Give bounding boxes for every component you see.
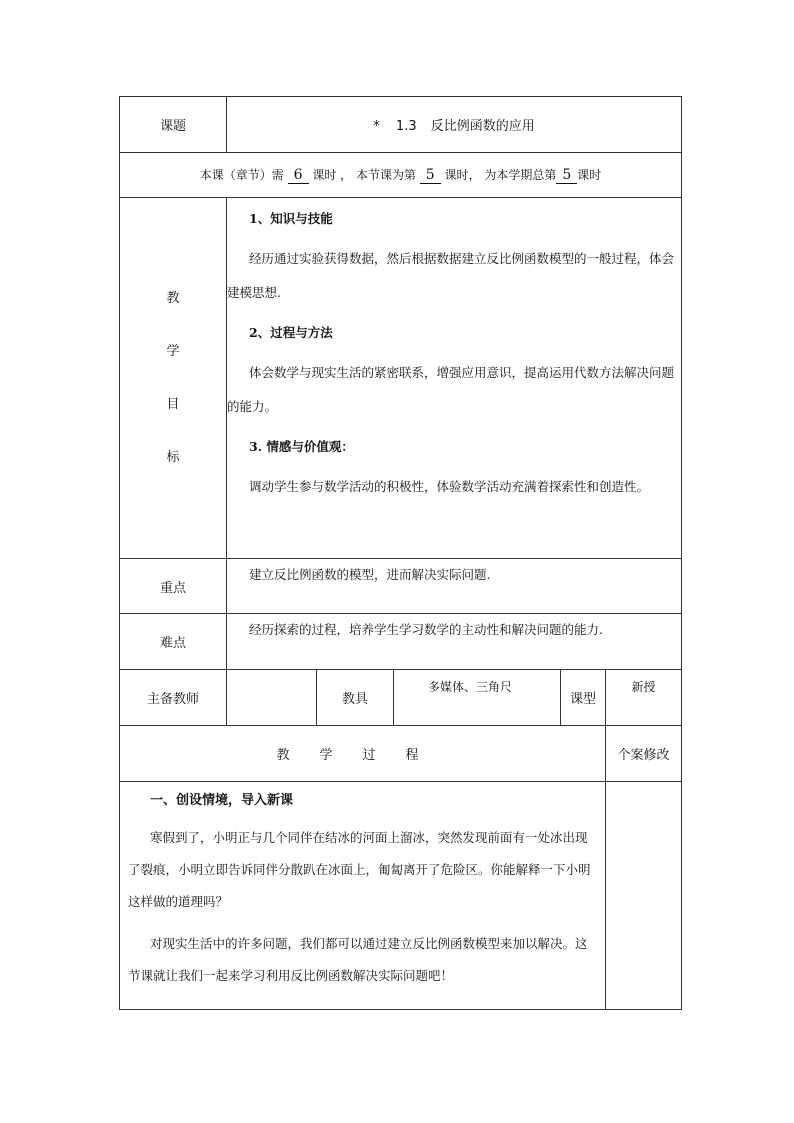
key-point-cell [227, 559, 682, 614]
hours-row [120, 153, 682, 198]
hours-text [120, 153, 682, 198]
hours-total: 6 [288, 167, 309, 184]
section1-modify-cell [606, 782, 682, 1010]
goal-text-3: 调动学生参与数学活动的积极性，体验数学活动充满着探索性和创造性。 [249, 479, 650, 494]
teacher-label: 主备教师 [120, 670, 227, 726]
hours-part4: 课时 [577, 168, 602, 182]
hours-part2: 课时 ， 本节课为第 [312, 168, 416, 182]
goals-label [120, 198, 227, 559]
tools-label: 教具 [317, 670, 394, 726]
section1-paragraph-2: 对现实生活中的许多问题，我们都可以通过建立反比例函数模型来加以解决。这节课就让我们一起来学习利用反比例函数解决实际问题吧！ [128, 936, 588, 983]
type-label: 课型 [561, 670, 606, 726]
goals-label-char-2: 学 [166, 344, 180, 359]
course-title [227, 97, 682, 153]
goals-row [120, 198, 682, 559]
goals-label-char-4: 标 [166, 450, 180, 465]
process-row [120, 726, 682, 782]
goal-heading-3: 3. 情感与价值观： [249, 439, 354, 454]
modify-label: 个案修改 [606, 726, 682, 782]
goal-text-1: 经历通过实验获得数据，然后根据数据建立反比例函数模型的一般过程，体会建模思想. [227, 251, 675, 300]
course-star: * [373, 119, 380, 134]
teacher-value [227, 670, 317, 726]
hours-term: 5 [556, 167, 577, 184]
key-point-row [120, 559, 682, 614]
goals-content [227, 198, 682, 559]
goal-heading-2: 2、过程与方法 [249, 325, 333, 340]
hours-part1: 本课（章节）需 [199, 168, 284, 182]
hours-part3: 课时， 为本学期总第 [444, 168, 557, 182]
course-name: 反比例函数的应用 [430, 119, 535, 134]
topic-label: 课题 [120, 97, 227, 153]
section1-content [120, 782, 606, 1010]
hours-current: 5 [420, 167, 441, 184]
section1-paragraph-1: 寒假到了，小明正与几个同伴在结冰的河面上溜冰，突然发现前面有一处冰出现了裂痕，小明立即告诉同伴分散趴在冰面上，匍匐离开了危险区。你能解释一下小明这样做的道理吗？ [128, 830, 591, 909]
key-point-text: 建立反比例函数的模型，进而解决实际问题. [249, 567, 491, 582]
tools-value: 多媒体、三角尺 [394, 670, 561, 726]
info-row [120, 670, 682, 726]
key-point-label: 重点 [120, 559, 227, 614]
lesson-plan-table [119, 96, 682, 1010]
section1-row [120, 782, 682, 1010]
difficulty-cell [227, 614, 682, 670]
goals-label-char-3: 目 [166, 397, 180, 412]
goal-heading-1: 1、知识与技能 [249, 211, 333, 226]
topic-row [120, 97, 682, 153]
difficulty-label: 难点 [120, 614, 227, 670]
process-title: 教学过程 [120, 726, 606, 782]
difficulty-text: 经历探索的过程，培养学生学习数学的主动性和解决问题的能力. [249, 622, 603, 637]
course-number: 1.3 [395, 119, 417, 134]
section1-heading: 一、创设情境，导入新课 [150, 793, 294, 808]
goal-text-2: 体会数学与现实生活的紧密联系，增强应用意识，提高运用代数方法解决问题的能力。 [227, 365, 675, 414]
type-value: 新授 [606, 670, 682, 726]
goals-label-char-1: 教 [166, 291, 180, 306]
difficulty-row [120, 614, 682, 670]
